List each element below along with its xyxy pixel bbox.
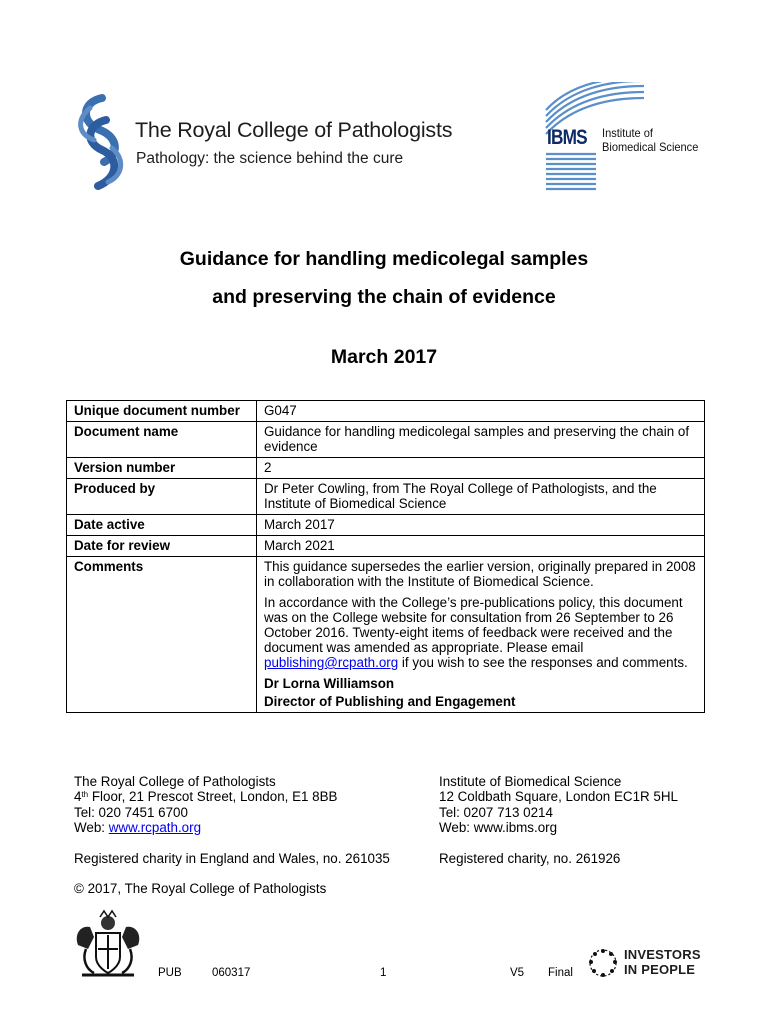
comments-paragraph-1: This guidance supersedes the earlier version, originally prepared in 2008 in collaboration with the Institute of Biomedical Science.: [264, 559, 696, 589]
ibms-org-name: Institute of Biomedical Science: [439, 774, 622, 789]
copyright-notice: © 2017, The Royal College of Pathologists: [74, 881, 327, 896]
comments-paragraph-2: [264, 595, 697, 670]
document-date: March 2017: [330, 346, 438, 368]
table-row: [67, 515, 705, 536]
comments-text: In accordance with the College’s pre-publications policy, this document was on the College website for consultation from 26 September to 26 October 2016. Twenty-eight items of feedback were received and the document was amended as appropriate. Please email: [264, 595, 683, 655]
rcpath-web: Web: www.rcpath.org: [74, 819, 202, 835]
signatory-name: Dr Lorna Williamson: [264, 676, 395, 691]
rcpath-org-name: The Royal College of Pathologists: [74, 774, 276, 789]
comments-text: if you wish to see the responses and comments.: [398, 655, 688, 670]
table-row: [67, 479, 705, 515]
ibms-abbreviation: IBMS: [547, 126, 587, 149]
row-value: March 2021: [257, 536, 705, 557]
laurel-icon: [589, 949, 617, 977]
row-key: Unique document number: [67, 401, 257, 422]
document-title-line2: and preserving the chain of evidence: [212, 286, 556, 308]
rcpath-web-link[interactable]: www.rcpath.org: [108, 819, 202, 835]
row-value: Dr Peter Cowling, from The Royal College of Pathologists, and the Institute of Biomedical Science: [257, 479, 705, 515]
document-title-line1: Guidance for handling medicolegal samples: [179, 248, 589, 270]
table-row: [67, 536, 705, 557]
row-value: G047: [257, 401, 705, 422]
row-key: Produced by: [67, 479, 257, 515]
table-row-comments: [67, 557, 705, 713]
row-value: Guidance for handling medicolegal samples and preserving the chain of evidence: [257, 422, 705, 458]
row-key: Date active: [67, 515, 257, 536]
ibms-name-line2: Biomedical Science: [602, 140, 699, 154]
college-crest-icon: [68, 905, 148, 985]
row-key: Comments: [67, 557, 257, 713]
rcpath-tagline: Pathology: the science behind the cure: [136, 150, 404, 167]
footer-pub-label: PUB: [158, 967, 182, 979]
ibms-web: Web: www.ibms.org: [439, 819, 558, 835]
rcpath-address-block: [74, 774, 338, 835]
row-value: 2: [257, 458, 705, 479]
rcpath-telephone: Tel: 020 7451 6700: [74, 804, 188, 820]
document-info-table: [66, 400, 705, 713]
row-value: March 2017: [257, 515, 705, 536]
rcpath-street-address: 4th Floor, 21 Prescot Street, London, E1 8BB: [74, 789, 338, 805]
ibms-name-line1: Institute of: [602, 126, 653, 140]
ibms-telephone: Tel: 0207 713 0214: [439, 804, 553, 820]
rcpath-name: The Royal College of Pathologists: [135, 118, 453, 142]
ibms-street-address: 12 Coldbath Square, London EC1R 5HL: [439, 789, 678, 805]
ibms-name: [602, 126, 698, 154]
footer-page-number: 1: [380, 967, 387, 979]
row-key: Version number: [67, 458, 257, 479]
rcpath-swirl-icon: [81, 98, 121, 186]
ibms-charity-number: Registered charity, no. 261926: [439, 851, 621, 866]
investors-in-people-text: [624, 948, 701, 977]
table-row: [67, 401, 705, 422]
footer-pub-code: 060317: [212, 967, 251, 979]
footer-version: V5: [510, 967, 525, 979]
table-row: [67, 422, 705, 458]
signatory-title: Director of Publishing and Engagement: [264, 694, 516, 709]
footer-status: Final: [548, 967, 573, 979]
table-row: [67, 458, 705, 479]
row-key: Document name: [67, 422, 257, 458]
comments-value: [257, 557, 705, 713]
ibms-address-block: [439, 774, 678, 835]
row-key: Date for review: [67, 536, 257, 557]
rcpath-charity-number: Registered charity in England and Wales, no. 261035: [74, 851, 390, 866]
iip-line2: IN PEOPLE: [624, 961, 696, 977]
publishing-email-link[interactable]: publishing@rcpath.org: [264, 655, 399, 670]
iip-line1: INVESTORS: [624, 947, 701, 962]
